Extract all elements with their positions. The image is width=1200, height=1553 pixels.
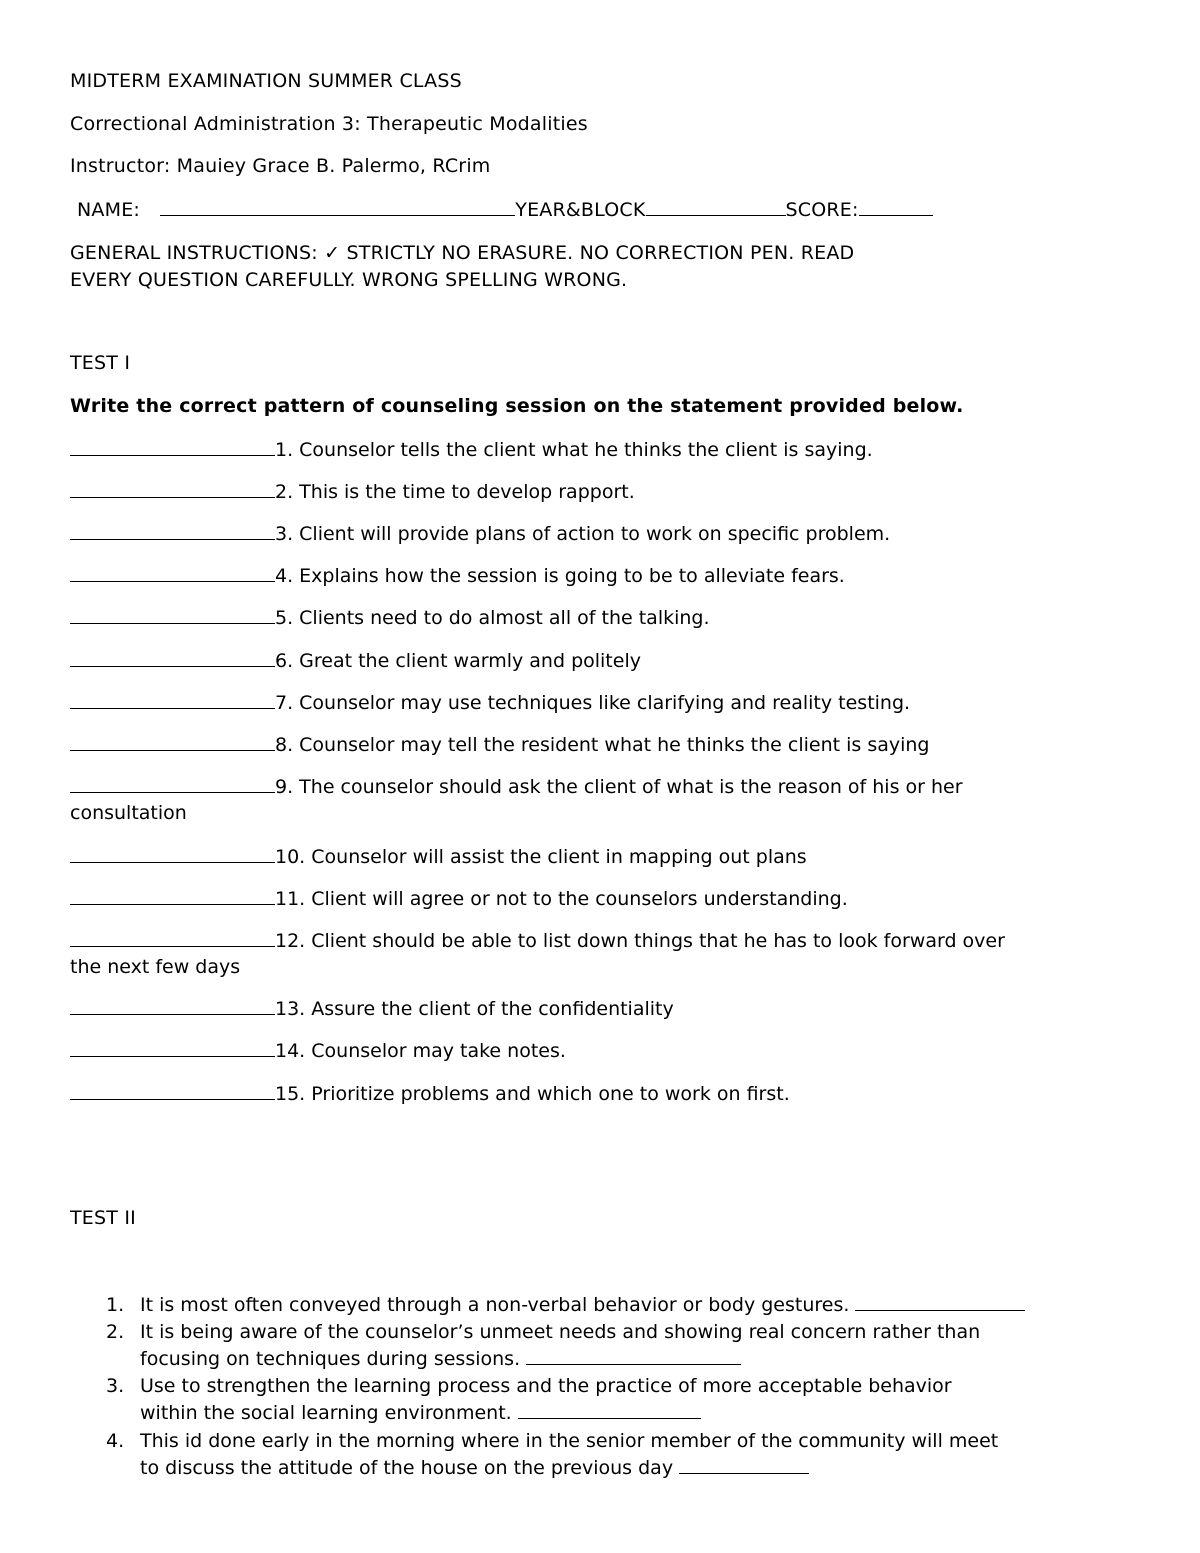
test1-item — [70, 437, 1120, 463]
question-text: 6. Great the client warmly and politely — [275, 650, 641, 672]
answer-blank[interactable] — [518, 1400, 701, 1419]
test1-item — [70, 1038, 1120, 1064]
test1-item — [70, 844, 1120, 870]
answer-blank[interactable] — [70, 648, 275, 667]
question-text-continued: the next few days — [70, 956, 241, 978]
answer-blank[interactable] — [70, 1038, 275, 1057]
question-number: 2. — [106, 1321, 125, 1343]
question-body — [140, 1373, 1130, 1427]
year-block-label: YEAR&BLOCK — [515, 199, 646, 221]
score-field[interactable] — [859, 198, 933, 216]
answer-blank[interactable] — [70, 479, 275, 498]
answer-blank[interactable] — [526, 1346, 741, 1365]
name-label: NAME: — [77, 199, 141, 221]
test1-title: TEST I — [70, 352, 131, 374]
answer-blank[interactable] — [70, 690, 275, 709]
score-label: SCORE: — [785, 199, 859, 221]
answer-blank[interactable] — [70, 886, 275, 905]
question-text: 7. Counselor may use techniques like clarifying and reality testing. — [275, 692, 911, 714]
general-instructions — [70, 240, 854, 294]
answer-blank[interactable] — [70, 563, 275, 582]
test1-item — [70, 648, 1120, 674]
test2-title: TEST II — [70, 1207, 136, 1229]
answer-blank[interactable] — [70, 996, 275, 1015]
question-body — [140, 1292, 1130, 1319]
instructions-line-1: GENERAL INSTRUCTIONS: ✓ STRICTLY NO ERASURE. NO CORRECTION PEN. READ — [70, 242, 855, 264]
answer-blank[interactable] — [679, 1455, 809, 1474]
answer-blank[interactable] — [70, 774, 275, 793]
question-body — [140, 1428, 1130, 1482]
question-text-continued: within the social learning environment. — [140, 1402, 518, 1424]
question-number: 1. — [106, 1294, 125, 1316]
question-text: It is being aware of the counselor’s unmeet needs and showing real concern rather than — [140, 1321, 981, 1343]
test1-item — [70, 563, 1120, 589]
answer-blank[interactable] — [70, 844, 275, 863]
question-text: 13. Assure the client of the confidentiality — [275, 998, 674, 1020]
test1-item — [70, 732, 1120, 758]
student-info-row — [77, 198, 933, 221]
question-text-continued: consultation — [70, 802, 187, 824]
question-body — [140, 1319, 1130, 1373]
test1-item — [70, 479, 1120, 505]
question-text-continued: focusing on techniques during sessions. — [140, 1348, 527, 1370]
question-text: 11. Client will agree or not to the counselors understanding. — [275, 888, 848, 910]
answer-blank[interactable] — [855, 1292, 1025, 1311]
question-text: Use to strengthen the learning process and the practice of more acceptable behavior — [140, 1375, 952, 1397]
name-field[interactable] — [160, 198, 515, 216]
test1-item — [70, 605, 1120, 631]
course-title: Correctional Administration 3: Therapeutic Modalities — [70, 113, 588, 135]
question-text: 15. Prioritize problems and which one to work on first. — [275, 1083, 790, 1105]
question-text: 14. Counselor may take notes. — [275, 1040, 566, 1062]
question-number: 3. — [106, 1375, 125, 1397]
answer-blank[interactable] — [70, 732, 275, 751]
answer-blank[interactable] — [70, 928, 275, 947]
instructor-line: Instructor: Mauiey Grace B. Palermo, RCrim — [70, 155, 491, 177]
exam-title: MIDTERM EXAMINATION SUMMER CLASS — [70, 70, 462, 92]
question-text: It is most often conveyed through a non-verbal behavior or body gestures. — [140, 1294, 856, 1316]
question-text: 3. Client will provide plans of action to work on specific problem. — [275, 523, 891, 545]
question-text: 4. Explains how the session is going to be to alleviate fears. — [275, 565, 845, 587]
question-text: 8. Counselor may tell the resident what he thinks the client is saying — [275, 734, 930, 756]
answer-blank[interactable] — [70, 437, 275, 456]
year-block-field[interactable] — [646, 198, 786, 216]
test1-item — [70, 690, 1120, 716]
question-text: 2. This is the time to develop rapport. — [275, 481, 635, 503]
test1-directions: Write the correct pattern of counseling session on the statement provided below. — [70, 395, 964, 417]
test1-item — [70, 774, 1120, 826]
test1-item — [70, 1081, 1120, 1107]
answer-blank[interactable] — [70, 605, 275, 624]
question-text: 12. Client should be able to list down things that he has to look forward over — [275, 930, 1005, 952]
question-text-continued: to discuss the attitude of the house on the previous day — [140, 1457, 680, 1479]
answer-blank[interactable] — [70, 1081, 275, 1100]
test1-item — [70, 996, 1120, 1022]
test1-item — [70, 886, 1120, 912]
question-text: This id done early in the morning where in the senior member of the community will meet — [140, 1430, 999, 1452]
question-text: 10. Counselor will assist the client in mapping out plans — [275, 846, 807, 868]
instructions-line-2: EVERY QUESTION CAREFULLY. WRONG SPELLING WRONG. — [70, 269, 628, 291]
question-text: 1. Counselor tells the client what he thinks the client is saying. — [275, 439, 873, 461]
test1-item — [70, 928, 1120, 980]
question-number: 4. — [106, 1430, 125, 1452]
test1-item — [70, 521, 1120, 547]
answer-blank[interactable] — [70, 521, 275, 540]
question-text: 5. Clients need to do almost all of the talking. — [275, 607, 710, 629]
question-text: 9. The counselor should ask the client of what is the reason of his or her — [275, 776, 963, 798]
